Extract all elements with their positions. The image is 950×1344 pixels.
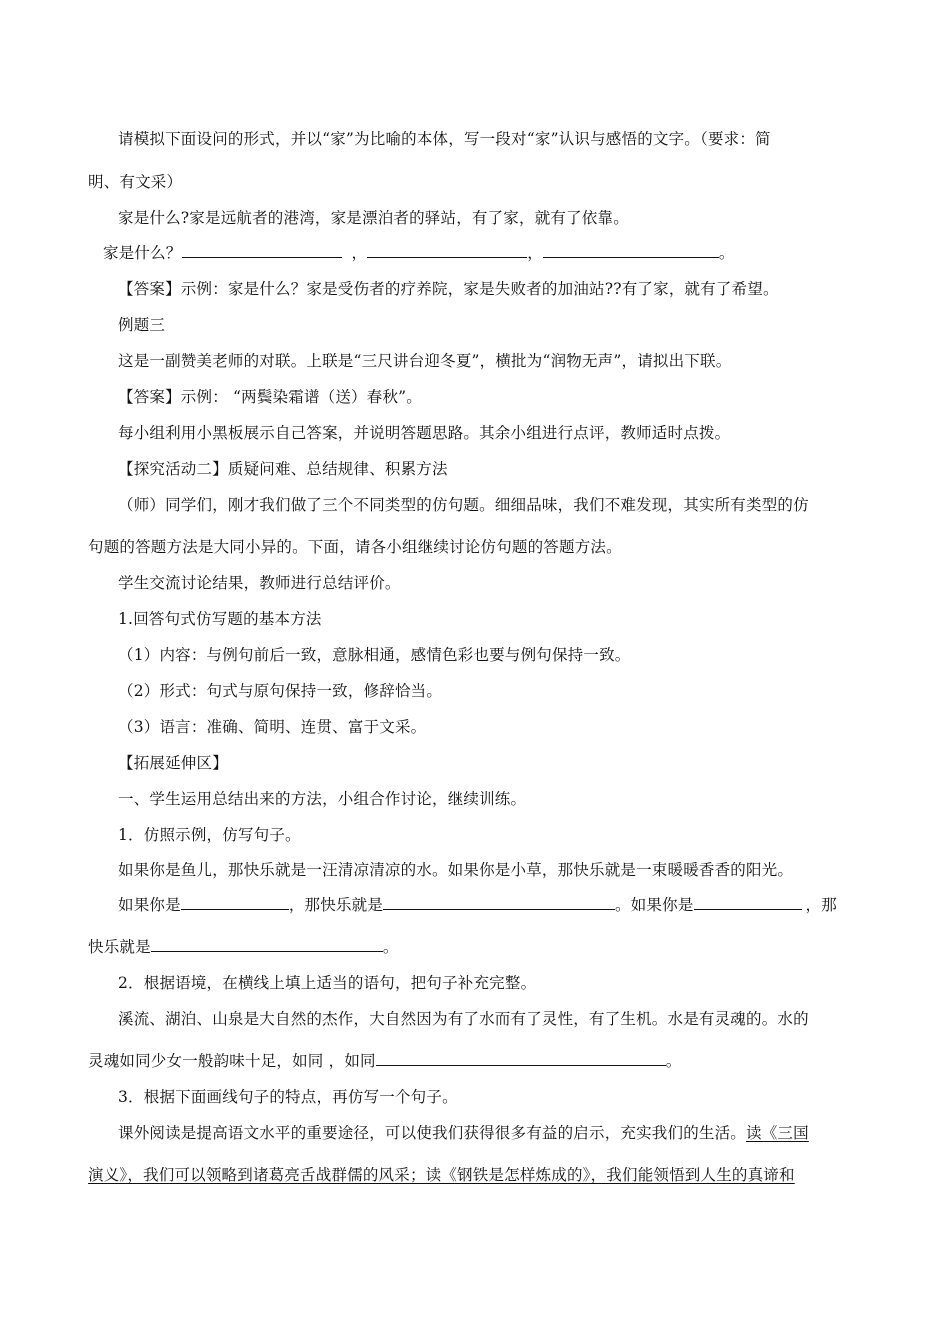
method-item-3: （3）语言：准确、简明、连贯、富于文采。 xyxy=(118,718,427,736)
answer-blank-1[interactable] xyxy=(182,242,342,259)
example-sentence: 家是什么?家是远航者的港湾，家是漂泊者的驿站，有了家，就有了依靠。 xyxy=(118,209,629,227)
question-2: 2．根据语境，在横线上填上适当的语句，把句子补充完整。 xyxy=(118,974,537,992)
underlined-sentence-line2: 演义》，我们可以领略到诸葛亮舌战群儒的风采；读《钢铁是怎样炼成的》，我们能领悟到人生的真谛和 xyxy=(88,1166,795,1184)
extension-intro: 一、学生运用总结出来的方法，小组合作讨论，继续训练。 xyxy=(118,790,527,808)
answer-blank-3[interactable] xyxy=(543,242,719,259)
fill-prefix: 家是什么？ xyxy=(103,244,182,262)
question-1-fill-line2: 快乐就是 。 xyxy=(88,935,399,957)
teacher-paragraph-line2: 句题的答题方法是大同小异的。下面，请各小组继续讨论仿句题的答题方法。 xyxy=(88,538,622,556)
answer-blank-7[interactable] xyxy=(151,936,383,953)
question-1-example: 如果你是鱼儿，那快乐就是一汪清凉清凉的水。如果你是小草，那快乐就是一束暖暖香香的阳光。 xyxy=(118,861,794,879)
answer-blank-8[interactable] xyxy=(376,1050,666,1067)
answer-1: 【答案】示例：家是什么？家是受伤者的疗养院，家是失败者的加油站??有了家，就有了希望。 xyxy=(118,280,779,298)
underlined-sentence: 读《三国 xyxy=(746,1124,809,1142)
teacher-paragraph-line1: （师）同学们，刚才我们做了三个不同类型的仿句题。细细品味，我们不难发现，其实所有类型的仿 xyxy=(118,496,809,514)
question-3: 3．根据下面画线句子的特点，再仿写一个句子。 xyxy=(118,1088,458,1106)
example-heading-3: 例题三 xyxy=(118,316,166,334)
paragraph-instruction-line1: 请模拟下面设问的形式，并以“家”为比喻的本体，写一段对“家”认识与感悟的文字。（要求：简 xyxy=(118,130,771,148)
method-heading: 1.回答句式仿写题的基本方法 xyxy=(118,610,322,628)
activity-2-heading: 【探究活动二】质疑问难、总结规律、积累方法 xyxy=(118,460,448,478)
question-3-text-line1: 课外阅读是提高语文水平的重要途径，可以使我们获得很多有益的启示，充实我们的生活。读《三国 xyxy=(118,1124,809,1142)
question-1-fill-line1: 如果你是 ，那快乐就是 。如果你是 ，那 xyxy=(118,893,837,915)
answer-blank-2[interactable] xyxy=(367,242,527,259)
answer-blank-6[interactable] xyxy=(694,894,802,911)
answer-2: 【答案】示例： “两鬓染霜谱（送）春秋”。 xyxy=(118,388,422,406)
method-item-1: （1）内容：与例句前后一致，意脉相通，感情色彩也要与例句保持一致。 xyxy=(118,646,631,664)
extension-heading: 【拓展延伸区】 xyxy=(118,754,228,772)
question-2-text-line1: 溪流、湖泊、山泉是大自然的杰作，大自然因为有了水而有了灵性，有了生机。水是有灵魂的。水的 xyxy=(118,1010,809,1028)
method-item-2: （2）形式：句式与原句保持一致，修辞恰当。 xyxy=(118,682,443,700)
answer-blank-4[interactable] xyxy=(181,894,289,911)
group-activity-text: 每小组利用小黑板展示自己答案，并说明答题思路。其余小组进行点评，教师适时点拨。 xyxy=(118,424,731,442)
fill-in-line-home: 家是什么？ ， ， 。 xyxy=(103,241,735,263)
couplet-question: 这是一副赞美老师的对联。上联是“三尺讲台迎冬夏”，横批为“润物无声”，请拟出下联。 xyxy=(118,352,732,370)
answer-blank-5[interactable] xyxy=(383,894,615,911)
student-discussion-text: 学生交流讨论结果，教师进行总结评价。 xyxy=(118,574,401,592)
question-1: 1．仿照示例，仿写句子。 xyxy=(118,826,301,844)
paragraph-instruction-line2: 明、有文采） xyxy=(88,173,183,191)
question-2-text-line2: 灵魂如同少女一般韵味十足，如同 ，如同 。 xyxy=(88,1049,681,1071)
